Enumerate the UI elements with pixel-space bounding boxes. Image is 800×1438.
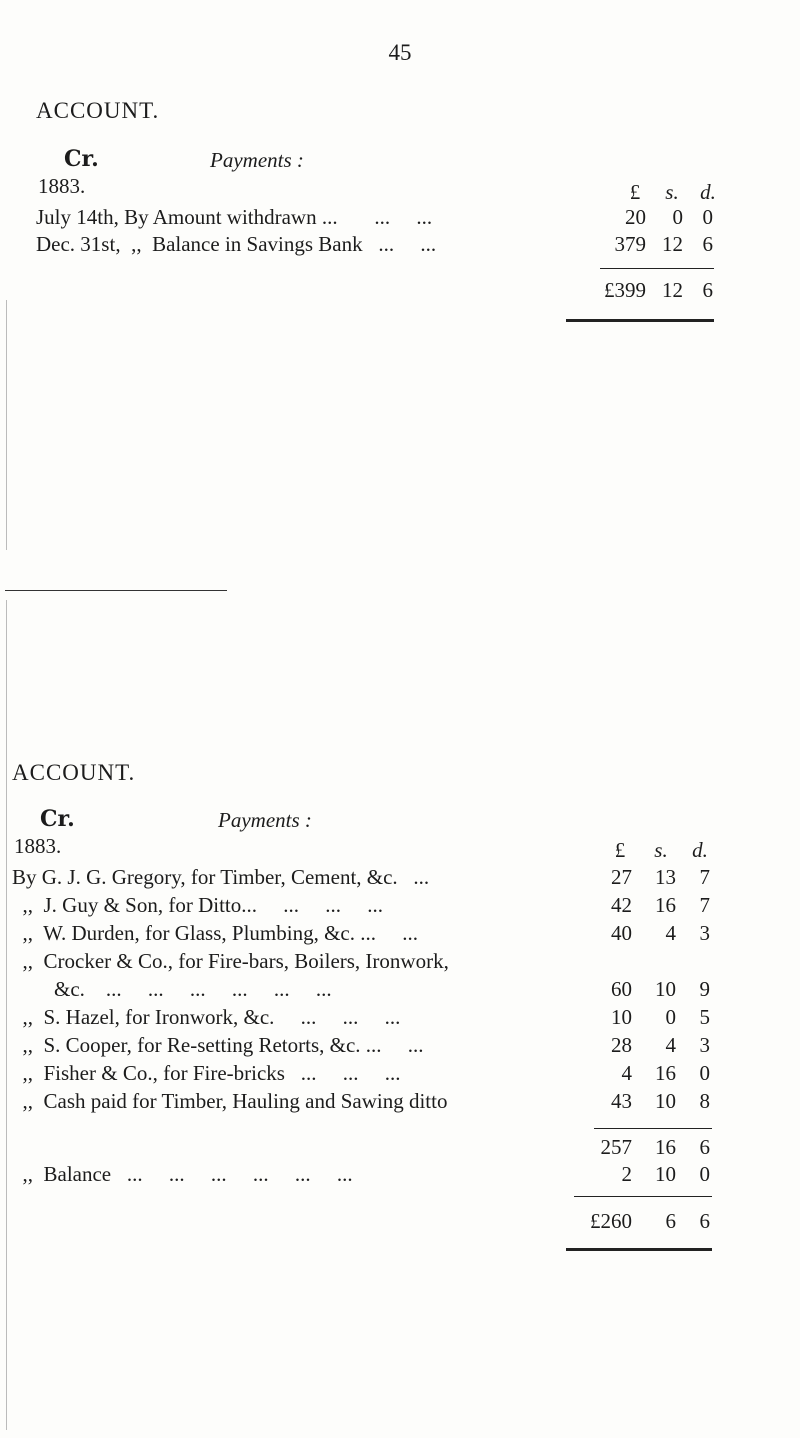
section2-entry-shillings: 16 [655,1061,676,1085]
section2-entry-shillings: 0 [665,1005,676,1029]
section1-entry-pence: 6 [702,232,713,256]
section2-entry-shillings: 16 [655,893,676,917]
section1-shillings-unit: s. [665,180,679,204]
section2-entry-pounds: 42 [611,893,632,917]
section2-total-pounds: £260 [590,1209,632,1233]
section2-entry-pounds: 4 [621,1061,632,1085]
section1-entry-pence: 0 [702,205,713,229]
section2-payments-label: Payments : [218,808,312,832]
section1-year: 1883. [38,174,86,198]
section1-total-shillings: 12 [662,278,683,302]
section2-entry-text: ,, S. Cooper, for Re-setting Retorts, &c. ... ... [12,1033,424,1057]
section2-entry-text: ,, Crocker & Co., for Fire-bars, Boilers, Ironwork, [12,949,449,973]
section2-balance-pence: 0 [699,1162,710,1186]
page-number: 45 [388,40,412,65]
section2-entry-shillings: 10 [655,977,676,1001]
section1-total-pence: 6 [702,278,713,302]
section1-entry-shillings: 12 [662,232,683,256]
section2-entry-pounds: 60 [611,977,632,1001]
section2-entry-pence: 5 [699,1005,710,1029]
section2-heading: ACCOUNT. [12,760,136,785]
section2-entry-pence: 9 [699,977,710,1001]
margin-line [6,300,7,550]
section2-entry-pounds: 10 [611,1005,632,1029]
section2-pence-unit: d. [692,838,708,862]
section2-entry-pence: 7 [699,865,710,889]
section1-entry-pounds: 20 [625,205,646,229]
section2-entry-shillings: 13 [655,865,676,889]
section2-entry-pounds: 28 [611,1033,632,1057]
section2-balance-shillings: 10 [655,1162,676,1186]
section2-balance-text: ,, Balance ... ... ... ... ... ... [12,1162,353,1186]
section2-entry-text: ,, S. Hazel, for Ironwork, &c. ... ... ... [12,1005,401,1029]
section2-entry-pence: 3 [699,921,710,945]
section2-subtotal-rule [594,1128,712,1129]
section1-entry-pounds: 379 [614,232,646,256]
section1-total-pounds: £399 [604,278,646,302]
section2-entry-pence: 3 [699,1033,710,1057]
section1-payments-label: Payments : [210,148,304,172]
section2-entry-pence: 0 [699,1061,710,1085]
section2-year: 1883. [14,834,62,858]
section2-entry-shillings: 4 [665,1033,676,1057]
section2-entry-shillings: 4 [665,921,676,945]
section2-shillings-unit: s. [654,838,668,862]
section2-total-shillings: 6 [665,1209,676,1233]
section1-cr-label: Cr. [64,146,99,172]
section1-entry-text: Dec. 31st, ,, Balance in Savings Bank ... ... [36,232,437,256]
section2-entry-shillings: 10 [655,1089,676,1113]
section2-total-rule [566,1248,712,1251]
section1-entry-text: July 14th, By Amount withdrawn ... ... ... [36,205,433,229]
section2-cr-label: Cr. [40,806,75,832]
section2-pounds-unit: £ [614,838,626,862]
section2-entry-pounds: 40 [611,921,632,945]
section2-entry-text: By G. J. G. Gregory, for Timber, Cement, &c. ... [12,865,430,889]
section2-entry-text: ,, W. Durden, for Glass, Plumbing, &c. ... ... [12,921,418,945]
section2-balance-pounds: 2 [621,1162,632,1186]
section2-balance-rule [574,1196,712,1197]
section2-entry-pence: 8 [699,1089,710,1113]
section1-heading: ACCOUNT. [36,98,160,123]
section2-subtotal-shillings: 16 [655,1135,676,1159]
section1-subtotal-rule [600,268,714,269]
section1-entry-shillings: 0 [672,205,683,229]
section1-total-rule [566,319,714,322]
section2-entry-pounds: 43 [611,1089,632,1113]
section2-entry-pounds: 27 [611,865,632,889]
section2-entry-pence: 7 [699,893,710,917]
section1-pounds-unit: £ [629,180,641,204]
section2-entry-text: ,, Fisher & Co., for Fire-bricks ... ... ... [12,1061,401,1085]
margin-line [6,600,7,1430]
section2-entry-text: &c. ... ... ... ... ... ... [12,977,332,1001]
section2-total-pence: 6 [699,1209,710,1233]
faint-rule [5,590,227,591]
section2-entry-text: ,, J. Guy & Son, for Ditto... ... ... ... [12,893,384,917]
section2-subtotal-pounds: 257 [600,1135,632,1159]
section1-pence-unit: d. [700,180,716,204]
section2-entry-text: ,, Cash paid for Timber, Hauling and Sawing ditto [12,1089,448,1113]
section2-subtotal-pence: 6 [699,1135,710,1159]
